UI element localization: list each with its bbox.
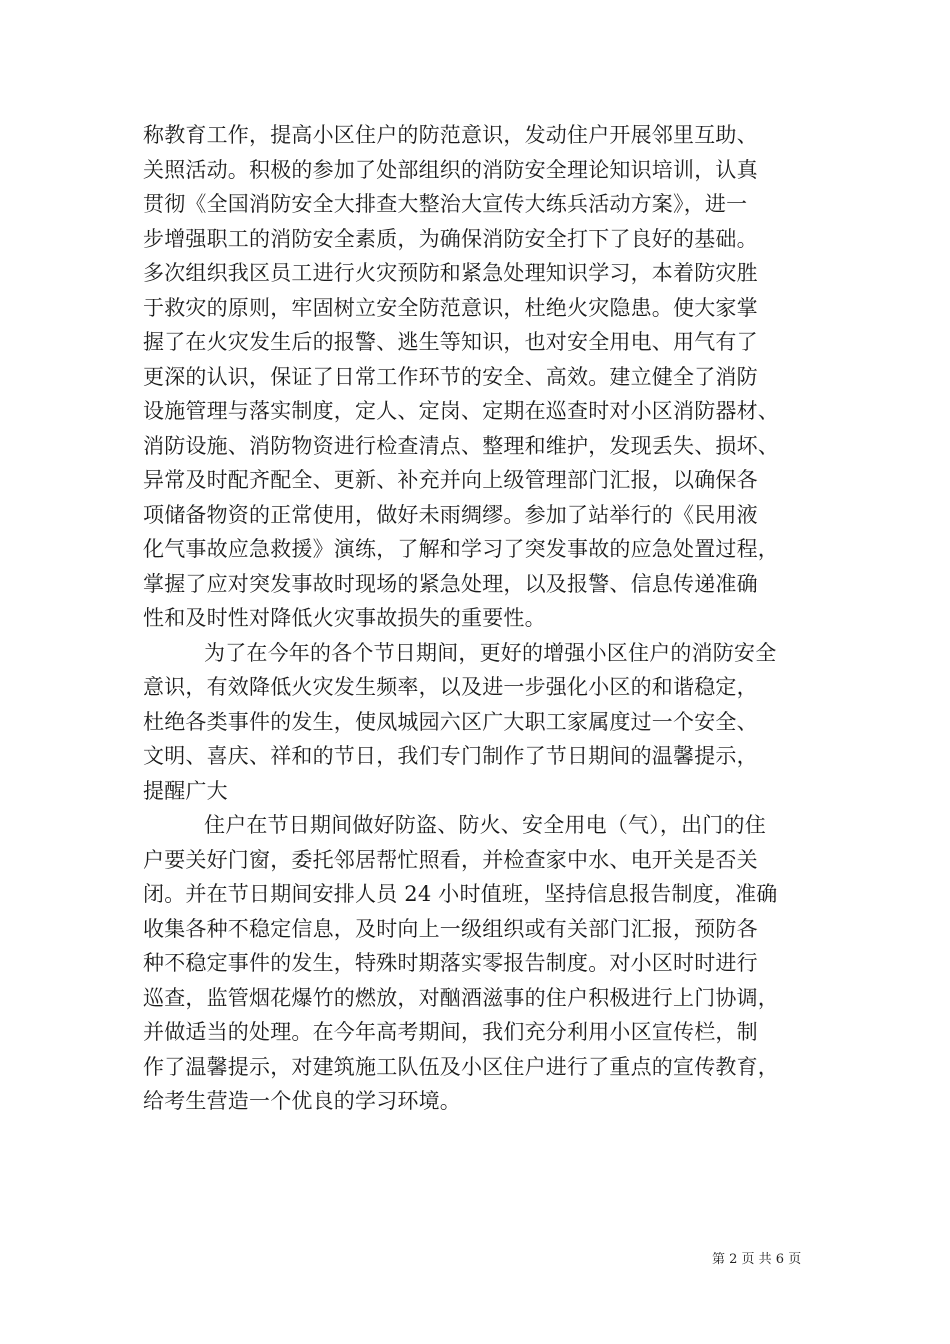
text-line: 给考生营造一个优良的学习环境。	[143, 1089, 461, 1113]
text-line: 贯彻《全国消防安全大排查大整治大宣传大练兵活动方案》，进一	[143, 192, 748, 216]
text-line: 提醒广大	[143, 778, 228, 803]
text-line: 巡查，监管烟花爆竹的燃放，对酗酒滋事的住户积极进行上门协调，	[143, 985, 779, 1010]
text-line: 握了在火灾发生后的报警、逃生等知识，也对安全用电、用气有了	[143, 330, 758, 354]
paragraph-1	[143, 118, 823, 636]
text-line: 闭。并在节日期间安排人员 24 小时值班，坚持信息报告制度，准确	[143, 882, 778, 906]
page-number-footer: 第 2 页 共 6 页	[712, 1252, 802, 1267]
text-line: 设施管理与落实制度，定人、定岗、定期在巡查时对小区消防器材、	[143, 399, 779, 423]
text-line: 称教育工作，提高小区住户的防范意识，发动住户开展邻里互助、	[143, 123, 758, 147]
text-line: 并做适当的处理。在今年高考期间，我们充分利用小区宣传栏，制	[143, 1020, 758, 1044]
text-line: 掌握了应对突发事故时现场的紧急处理，以及报警、信息传递准确	[143, 571, 758, 596]
text-line: 杜绝各类事件的发生，使凤城园六区广大职工家属度过一个安全、	[143, 709, 758, 734]
text-line: 步增强职工的消防安全素质，为确保消防安全打下了良好的基础。	[143, 226, 758, 251]
text-line: 意识，有效降低火灾发生频率，以及进一步强化小区的和谐稳定，	[143, 675, 758, 699]
text-line: 性和及时性对降低火灾事故损失的重要性。	[143, 606, 546, 630]
text-line: 文明、喜庆、祥和的节日，我们专门制作了节日期间的温馨提示，	[143, 744, 758, 768]
paragraph-3	[143, 808, 823, 1119]
text-line: 户要关好门窗，委托邻居帮忙照看，并检查家中水、电开关是否关	[143, 847, 758, 872]
text-line: 种不稳定事件的发生，特殊时期落实零报告制度。对小区时时进行	[143, 951, 758, 975]
text-line: 消防设施、消防物资进行检查清点、整理和维护，发现丢失、损坏、	[143, 433, 779, 458]
text-line: 关照活动。积极的参加了处部组织的消防安全理论知识培训，认真	[143, 157, 758, 182]
text-line: 为了在今年的各个节日期间，更好的增强小区住户的消防安全	[204, 640, 777, 665]
text-line: 异常及时配齐配全、更新、补充并向上级管理部门汇报，以确保各	[143, 468, 758, 492]
paragraph-2	[143, 636, 823, 809]
document-body	[143, 118, 823, 1119]
text-line: 住户在节日期间做好防盗、防火、安全用电（气），出门的住	[204, 813, 766, 837]
text-line: 作了温馨提示，对建筑施工队伍及小区住户进行了重点的宣传教育，	[143, 1054, 779, 1079]
text-line: 收集各种不稳定信息，及时向上一级组织或有关部门汇报，预防各	[143, 916, 758, 941]
text-line: 项储备物资的正常使用，做好未雨绸缪。参加了站举行的《民用液	[143, 502, 758, 527]
text-line: 多次组织我区员工进行火灾预防和紧急处理知识学习，本着防灾胜	[143, 261, 758, 285]
text-line: 于救灾的原则，牢固树立安全防范意识，杜绝火灾隐患。使大家掌	[143, 295, 758, 320]
text-line: 化气事故应急救援》演练，了解和学习了突发事故的应急处置过程，	[143, 537, 779, 561]
text-line: 更深的认识，保证了日常工作环节的安全、高效。建立健全了消防	[143, 364, 758, 389]
